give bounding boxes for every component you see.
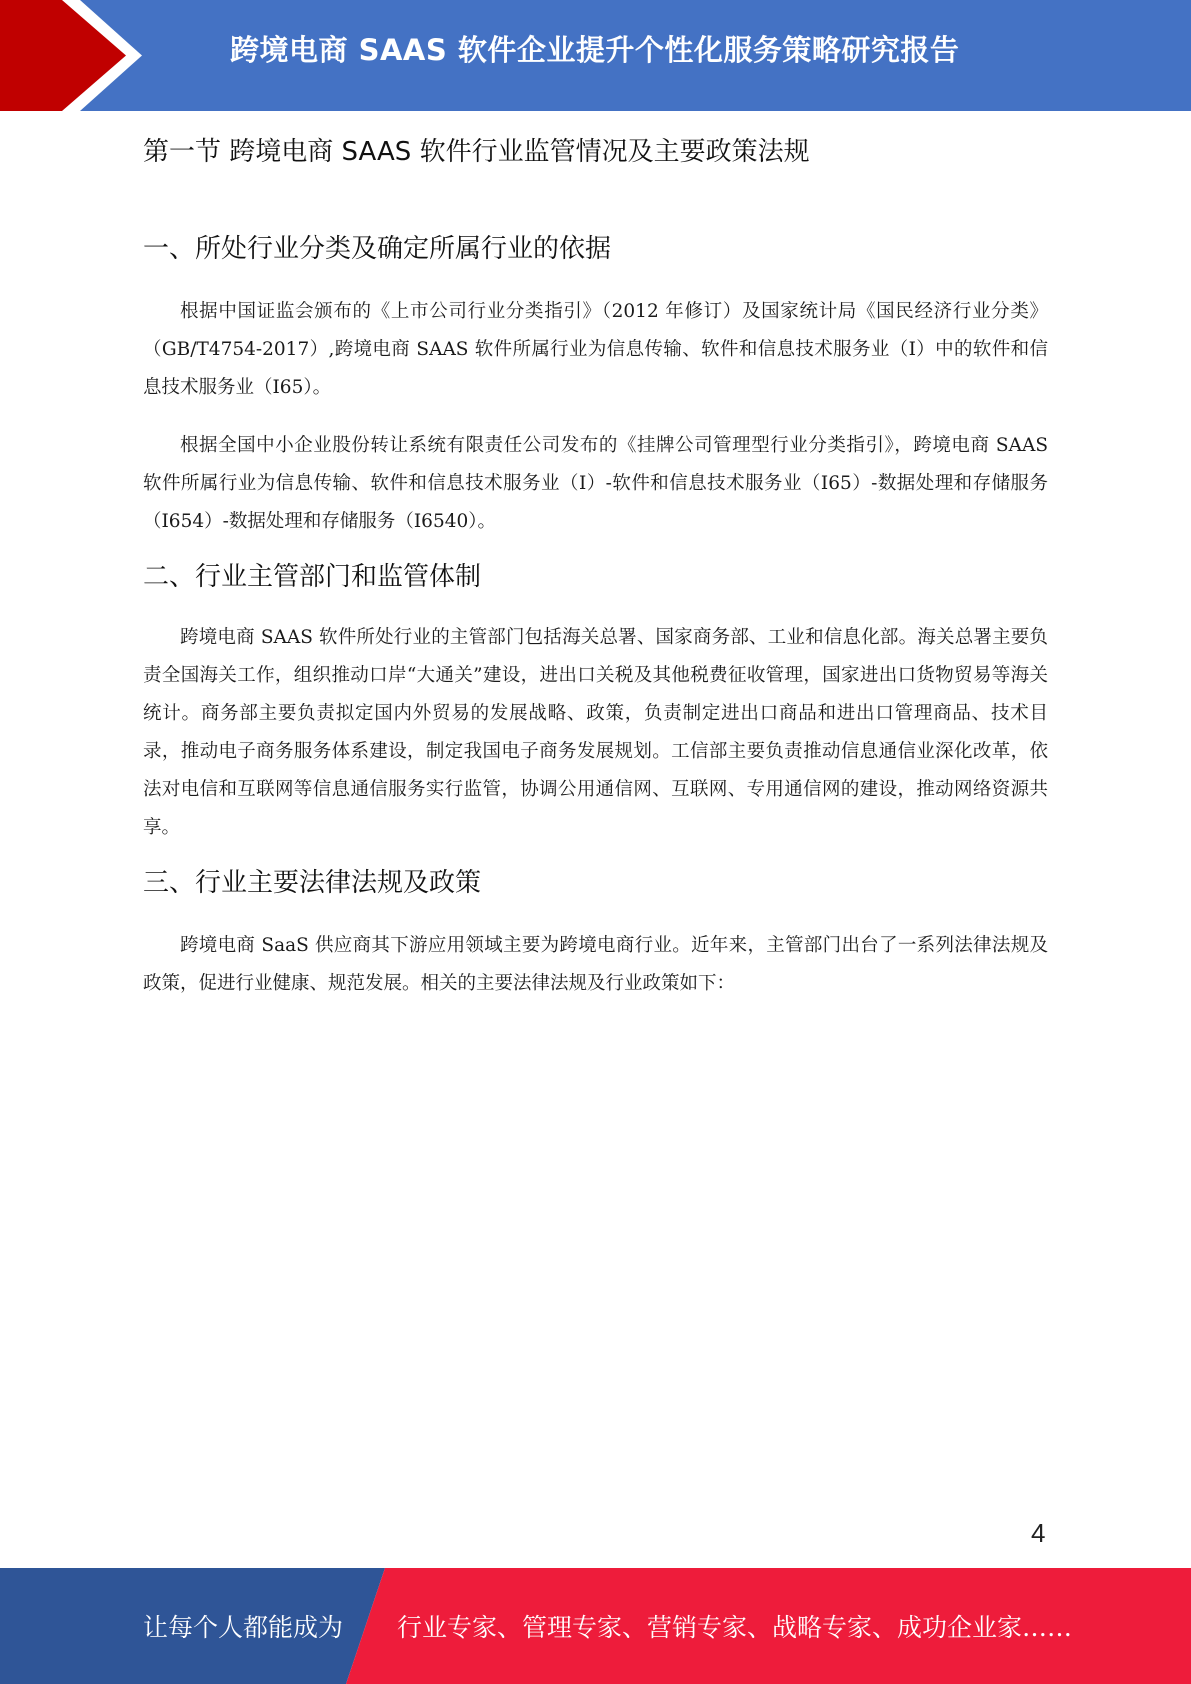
page-number: 4 [1031, 1518, 1046, 1548]
paragraph: 跨境电商 SaaS 供应商其下游应用领域主要为跨境电商行业。近年来，主管部门出台了一系列法律法规及政策，促进行业健康、规范发展。相关的主要法律法规及行业政策如下： [143, 935, 1048, 994]
page-content [143, 128, 1048, 1003]
paragraph: 根据全国中小企业股份转让系统有限责任公司发布的《挂牌公司管理型行业分类指引》，跨境电商 SAAS 软件所属行业为信息传输、软件和信息技术服务业（I）-软件和信息技术服务业（I65）-数据处理和存储服务（I654）-数据处理和存储服务（I6540）。 [143, 435, 1048, 532]
paragraph: 跨境电商 SAAS 软件所处行业的主管部门包括海关总署、国家商务部、工业和信息化部。海关总署主要负责全国海关工作，组织推动口岸“大通关”建设，进出口关税及其他税费征收管理，国家进出口货物贸易等海关统计。商务部主要负责拟定国内外贸易的发展战略、政策，负责制定进出口商品和进出口管理商品、技术目录，推动电子商务服务体系建设，制定我国电子商务发展规划。工信部主要负责推动信息通信业深化改革，依法对电信和互联网等信息通信服务实行监管，协调公用通信网、互联网、专用通信网的建设，推动网络资源共享。 [143, 627, 1048, 838]
report-title: 跨境电商 SAAS 软件企业提升个性化服务策略研究报告 [230, 33, 960, 67]
subsection-heading-1: 一、所处行业分类及确定所属行业的依据 [143, 234, 612, 264]
footer-slogan-left: 让每个人都能成为 [143, 1613, 344, 1642]
section-title: 第一节 跨境电商 SAAS 软件行业监管情况及主要政策法规 [143, 137, 810, 167]
paragraph: 根据中国证监会颁布的《上市公司行业分类指引》（2012 年修订）及国家统计局《国民经济行业分类》（GB/T4754-2017）,跨境电商 SAAS 软件所属行业为信息传输、软件和信息技术服务业（I）中的软件和信息技术服务业（I65）。 [143, 301, 1048, 398]
footer-slogan-right: 行业专家、管理专家、营销专家、战略专家、成功企业家…… [397, 1613, 1073, 1642]
footer-banner [0, 1568, 1191, 1684]
header-banner [0, 0, 1191, 111]
subsection-heading-3: 三、行业主要法律法规及政策 [143, 868, 482, 898]
subsection-heading-2: 二、行业主管部门和监管体制 [143, 562, 482, 592]
header-arrow-decoration [0, 0, 160, 111]
